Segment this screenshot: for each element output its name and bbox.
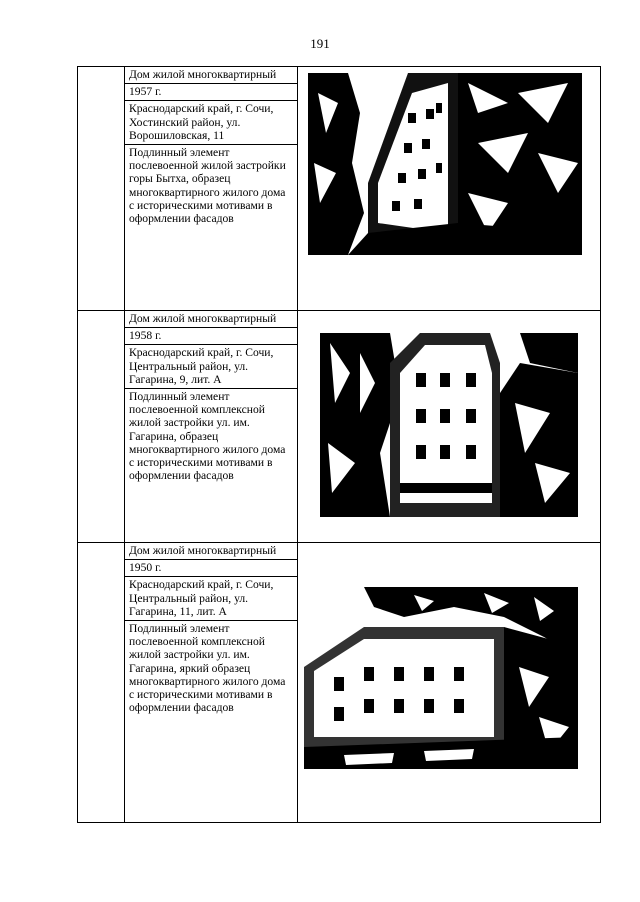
row-number-cell (78, 67, 125, 311)
building-photo-icon (308, 73, 582, 255)
table-row (78, 543, 601, 823)
heritage-registry-table (77, 66, 601, 823)
table-row (78, 67, 601, 311)
object-year: 1957 г. (125, 84, 297, 101)
object-address: Краснодарский край, г. Сочи, Хостинский район, ул. Ворошиловская, 11 (125, 101, 297, 145)
object-name: Дом жилой многоквартирный (125, 311, 297, 328)
table-row (78, 311, 601, 543)
page-number: 191 (310, 36, 330, 51)
object-description: Подлинный элемент послевоенной жилой застройки горы Бытха, образец многоквартирного жилого дома с историческими мотивами в оформлении фасадов (129, 146, 286, 226)
object-year: 1950 г. (125, 560, 297, 577)
building-photo-icon (304, 587, 578, 769)
object-description: Подлинный элемент послевоенной комплексной жилой застройки ул. им. Гагарина, образец многоквартирного жилого дома с историческими мотивами в оформлении фасадов (129, 390, 286, 483)
object-address: Краснодарский край, г. Сочи, Центральный район, ул. Гагарина, 9, лит. А (125, 345, 297, 389)
info-cell (125, 543, 298, 823)
row-number-cell (78, 311, 125, 543)
info-cell (125, 67, 298, 311)
object-name: Дом жилой многоквартирный (125, 67, 297, 84)
building-photo-icon (320, 333, 578, 517)
info-cell (125, 311, 298, 543)
photo-cell (298, 543, 601, 823)
object-year: 1958 г. (125, 328, 297, 345)
photo-cell (298, 67, 601, 311)
object-address: Краснодарский край, г. Сочи, Центральный район, ул. Гагарина, 11, лит. А (125, 577, 297, 621)
object-name: Дом жилой многоквартирный (125, 543, 297, 560)
row-number-cell (78, 543, 125, 823)
photo-cell (298, 311, 601, 543)
object-description: Подлинный элемент послевоенной комплексной жилой застройки ул. им. Гагарина, яркий образец многоквартирного жилого дома с историческими мотивами в оформлении фасадов (129, 622, 286, 715)
